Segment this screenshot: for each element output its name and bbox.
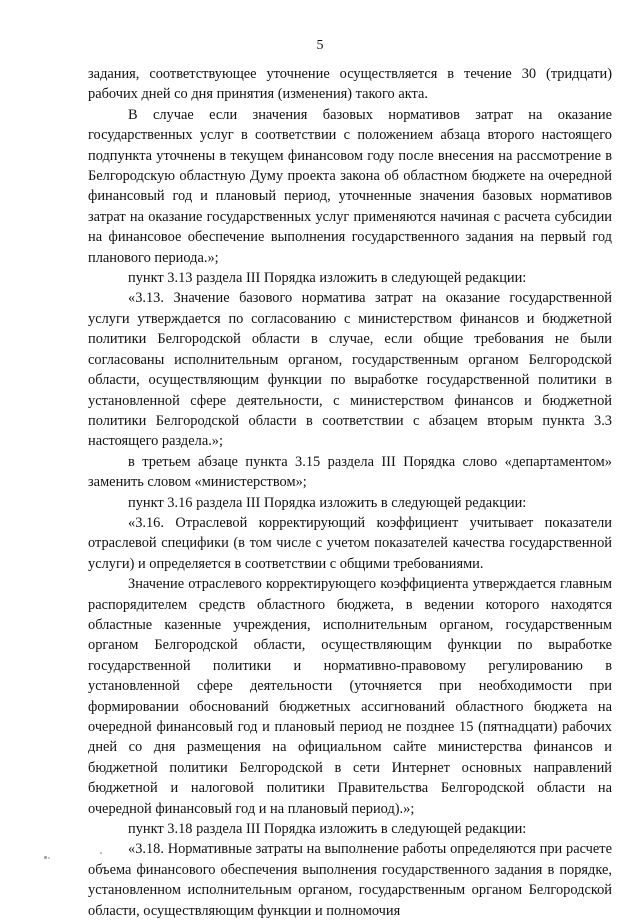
scan-speck [48, 857, 50, 859]
page-number: 5 [316, 38, 324, 53]
paragraph-2: В случае если значения базовых нормативов затрат на оказание государственных услуг в соответствии с положением абзаца второго настоящего подпункта уточнены в текущем финансовом году после внесения на рассмотрение в Белгородскую областную Думу проекта закона об областном бюджете на очередной финансовый год и плановый период, уточненные значения базовых нормативов затрат на оказание государственных услуг применяются начиная с расчета субсидии на финансовое обеспечение выполнения государственного задания на первый год планового периода.»; [88, 106, 612, 266]
paragraph-7: «3.16. Отраслевой корректирующий коэффициент учитывает показатели отраслевой специфики (в том числе с учетом показателей качества государственной услуги) и определяется в соответствии с общими требованиями. [88, 514, 612, 572]
paragraph-5: в третьем абзаце пункта 3.15 раздела III Порядка слово «департаментом» заменить словом «министерством»; [88, 453, 612, 491]
paragraph-3: пункт 3.13 раздела III Порядка изложить в следующей редакции: [128, 270, 527, 287]
document-body [88, 64, 612, 921]
paragraph-8: Значение отраслевого корректирующего коэффициента утверждается главным распорядителем средств областного бюджета, в ведении которого находятся областные казенные учреждения, исполнительным органом, государственным органом Белгородской области, осуществляющим функции по выработке государственной политики и нормативно-правовому регулированию в установленной сфере деятельности (уточняется при необходимости при формировании обоснований бюджетных ассигнований областного бюджета на очередной финансовый год и плановый период не позднее 15 (пятнадцати) рабочих дней со дня размещения на официальном сайте министерства финансов и бюджетной политики Белгородской в сети Интернет основных направлений бюджетной и налоговой политики Правительства Белгородской области на очередной финансовый год и на плановый период).»; [88, 576, 612, 817]
paragraph-4: «3.13. Значение базового норматива затрат на оказание государственной услуги утверждается по согласованию с министерством финансов и бюджетной политики Белгородской области в случае, если общие требования не были согласованы исполнительным органом, государственным органом Белгородской области, осуществляющим функции по выработке государственной политики в установленной сфере деятельности, с министерством финансов и бюджетной политики Белгородской области в соответствии с абзацем вторым пункта 3.3 настоящего раздела.»; [88, 290, 612, 450]
scan-speck [100, 852, 102, 854]
paragraph-6: пункт 3.16 раздела III Порядка изложить в следующей редакции: [128, 494, 527, 511]
paragraph-9: пункт 3.18 раздела III Порядка изложить в следующей редакции: [128, 821, 527, 838]
scan-speck [44, 856, 47, 859]
paragraph-10: «3.18. Нормативные затраты на выполнение работы определяются при расчете объема финансового обеспечения выполнения государственного задания в порядке, установленном исполнительным органом, государственным органом Белгородской области, осуществляющим функции и полномочия [88, 841, 612, 919]
paragraph-1: задания, соответствующее уточнение осуществляется в течение 30 (тридцати) рабочих дней со дня принятия (изменения) такого акта. [88, 66, 612, 103]
